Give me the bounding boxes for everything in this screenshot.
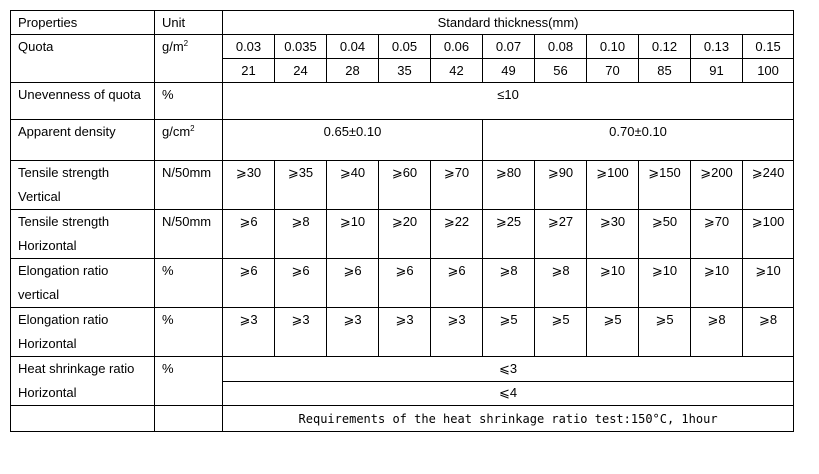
elongation-horizontal-value: ⩾5 bbox=[603, 312, 622, 327]
elongation-horizontal-cell bbox=[743, 308, 794, 357]
elongation-vertical-label-line1: Elongation ratio bbox=[18, 263, 109, 278]
tensile-vertical-cell bbox=[379, 161, 431, 210]
density-row bbox=[11, 120, 794, 161]
elongation-horizontal-cell bbox=[639, 308, 691, 357]
heat-shrinkage-unit-text: % bbox=[162, 361, 174, 376]
elongation-horizontal-value: ⩾8 bbox=[707, 312, 726, 327]
elongation-horizontal-value: ⩾5 bbox=[551, 312, 570, 327]
quota-value-cell: 70 bbox=[587, 59, 639, 83]
tensile-horizontal-unit-text: N/50mm bbox=[162, 214, 212, 229]
tensile-horizontal-label bbox=[11, 210, 155, 259]
quota-unit-base: g/m bbox=[162, 39, 184, 54]
elongation-vertical-cell bbox=[483, 259, 535, 308]
unevenness-label bbox=[11, 83, 155, 120]
quota-value-cell: 85 bbox=[639, 59, 691, 83]
elongation-horizontal-cell bbox=[535, 308, 587, 357]
density-value-thick-text: 0.70±0.10 bbox=[609, 124, 667, 139]
elongation-horizontal-cell bbox=[379, 308, 431, 357]
elongation-vertical-value: ⩾10 bbox=[755, 263, 781, 278]
elongation-vertical-value: ⩾8 bbox=[551, 263, 570, 278]
elongation-horizontal-cell bbox=[587, 308, 639, 357]
tensile-vertical-value: ⩾35 bbox=[287, 165, 314, 180]
tensile-horizontal-value: ⩾70 bbox=[703, 214, 730, 229]
thickness-cell: 0.04 bbox=[327, 35, 379, 59]
tensile-vertical-row bbox=[11, 161, 794, 210]
tensile-vertical-value: ⩾70 bbox=[443, 165, 470, 180]
tensile-vertical-value: ⩾90 bbox=[547, 165, 574, 180]
thickness-cell: 0.035 bbox=[275, 35, 327, 59]
quota-label bbox=[11, 35, 155, 83]
heat-shrinkage-label-line2: Horizontal bbox=[18, 385, 77, 400]
elongation-horizontal-value: ⩾3 bbox=[291, 312, 310, 327]
note-row bbox=[11, 406, 794, 432]
elongation-horizontal-label-line1: Elongation ratio bbox=[18, 312, 109, 327]
elongation-vertical-cell bbox=[327, 259, 379, 308]
elongation-horizontal-value: ⩾5 bbox=[655, 312, 674, 327]
unevenness-unit-text: % bbox=[162, 87, 174, 102]
tensile-horizontal-cell bbox=[587, 210, 639, 259]
tensile-vertical-cell bbox=[275, 161, 327, 210]
elongation-vertical-value: ⩾8 bbox=[499, 263, 518, 278]
tensile-horizontal-cell bbox=[483, 210, 535, 259]
tensile-horizontal-cell bbox=[379, 210, 431, 259]
quota-value-cell: 24 bbox=[275, 59, 327, 83]
tensile-vertical-value: ⩾40 bbox=[339, 165, 366, 180]
properties-header bbox=[11, 11, 155, 35]
tensile-vertical-value: ⩾240 bbox=[751, 165, 785, 180]
elongation-vertical-cell bbox=[535, 259, 587, 308]
tensile-vertical-label bbox=[11, 161, 155, 210]
elongation-vertical-cell bbox=[691, 259, 743, 308]
tensile-vertical-cell bbox=[327, 161, 379, 210]
elongation-vertical-value: ⩾6 bbox=[343, 263, 362, 278]
tensile-horizontal-cell bbox=[223, 210, 275, 259]
elongation-horizontal-label-line2: Horizontal bbox=[18, 336, 77, 351]
elongation-horizontal-value: ⩾8 bbox=[758, 312, 778, 327]
quota-value-cell: 21 bbox=[223, 59, 275, 83]
unevenness-value-text: ≤10 bbox=[497, 87, 519, 102]
elongation-horizontal-value: ⩾3 bbox=[239, 312, 258, 327]
elongation-vertical-cell bbox=[743, 259, 794, 308]
elongation-horizontal-cell bbox=[483, 308, 535, 357]
quota-value-cell: 42 bbox=[431, 59, 483, 83]
thickness-cell: 0.12 bbox=[639, 35, 691, 59]
quota-label-text: Quota bbox=[18, 39, 54, 54]
properties-header-text: Properties bbox=[18, 14, 78, 30]
elongation-vertical-value: ⩾6 bbox=[239, 263, 258, 278]
tensile-horizontal-value: ⩾22 bbox=[443, 214, 470, 229]
tensile-vertical-value: ⩾100 bbox=[596, 165, 629, 180]
tensile-vertical-cell bbox=[431, 161, 483, 210]
heat-shrinkage-row-1 bbox=[11, 357, 794, 382]
tensile-vertical-value: ⩾150 bbox=[648, 165, 681, 180]
thickness-cell: 0.05 bbox=[379, 35, 431, 59]
header-row bbox=[11, 11, 794, 35]
tensile-vertical-cell bbox=[743, 161, 794, 210]
quota-unit-text bbox=[162, 35, 222, 59]
elongation-horizontal-value: ⩾3 bbox=[343, 312, 362, 327]
tensile-horizontal-unit bbox=[155, 210, 223, 259]
thickness-cell: 0.07 bbox=[483, 35, 535, 59]
tensile-vertical-cell bbox=[587, 161, 639, 210]
elongation-vertical-value: ⩾10 bbox=[599, 263, 626, 278]
unit-header bbox=[155, 11, 223, 35]
tensile-vertical-label-line2: Vertical bbox=[18, 189, 61, 204]
elongation-vertical-value: ⩾6 bbox=[395, 263, 414, 278]
heat-shrinkage-label bbox=[11, 357, 155, 406]
tensile-horizontal-value: ⩾27 bbox=[547, 214, 574, 229]
standard-thickness-text: Standard thickness(mm) bbox=[437, 14, 579, 30]
quota-thickness-row bbox=[11, 35, 794, 59]
elongation-vertical-row bbox=[11, 259, 794, 308]
elongation-horizontal-value: ⩾3 bbox=[395, 312, 414, 327]
tensile-horizontal-value: ⩾50 bbox=[651, 214, 678, 229]
tensile-horizontal-value: ⩾20 bbox=[391, 214, 418, 229]
tensile-vertical-label-line1: Tensile strength bbox=[18, 165, 110, 180]
elongation-vertical-label bbox=[11, 259, 155, 308]
elongation-vertical-value: ⩾10 bbox=[651, 263, 678, 278]
heat-shrinkage-value-1: ⩽3 bbox=[223, 357, 794, 382]
elongation-vertical-value: ⩾6 bbox=[291, 263, 310, 278]
quota-value-cell: 91 bbox=[691, 59, 743, 83]
tensile-horizontal-row bbox=[11, 210, 794, 259]
elongation-vertical-cell bbox=[379, 259, 431, 308]
elongation-horizontal-cell bbox=[275, 308, 327, 357]
note-empty-unit bbox=[155, 406, 223, 432]
heat-shrinkage-label-line1: Heat shrinkage ratio bbox=[18, 361, 135, 376]
density-unit-base: g/cm bbox=[162, 124, 191, 139]
quota-value-cell: 28 bbox=[327, 59, 379, 83]
elongation-vertical-cell bbox=[431, 259, 483, 308]
elongation-vertical-value: ⩾10 bbox=[703, 263, 730, 278]
tensile-horizontal-value: ⩾6 bbox=[239, 214, 258, 229]
thickness-cell: 0.15 bbox=[743, 35, 794, 59]
tensile-vertical-cell bbox=[691, 161, 743, 210]
unevenness-row bbox=[11, 83, 794, 120]
density-value-thick bbox=[483, 120, 794, 161]
density-unit-text bbox=[162, 120, 222, 144]
thickness-cell: 0.06 bbox=[431, 35, 483, 59]
elongation-horizontal-value: ⩾5 bbox=[499, 312, 518, 327]
unevenness-unit bbox=[155, 83, 223, 120]
unevenness-label-text: Unevenness of quota bbox=[18, 87, 141, 102]
tensile-vertical-value: ⩾30 bbox=[235, 165, 262, 180]
tensile-vertical-cell bbox=[223, 161, 275, 210]
unevenness-value bbox=[223, 83, 794, 120]
quota-unit-sup: 2 bbox=[183, 39, 189, 48]
density-value-thin-text: 0.65±0.10 bbox=[323, 124, 382, 139]
tensile-horizontal-cell bbox=[691, 210, 743, 259]
tensile-horizontal-value: ⩾25 bbox=[495, 214, 522, 229]
elongation-horizontal-cell bbox=[223, 308, 275, 357]
tensile-horizontal-cell bbox=[275, 210, 327, 259]
tensile-horizontal-label-line2: Horizontal bbox=[18, 238, 77, 253]
tensile-horizontal-cell bbox=[327, 210, 379, 259]
tensile-vertical-unit-text: N/50mm bbox=[162, 165, 212, 180]
tensile-horizontal-value: ⩾10 bbox=[339, 214, 366, 229]
note-empty-label bbox=[11, 406, 155, 432]
elongation-vertical-cell bbox=[223, 259, 275, 308]
elongation-horizontal-cell bbox=[431, 308, 483, 357]
elongation-horizontal-cell bbox=[327, 308, 379, 357]
quota-value-cell: 35 bbox=[379, 59, 431, 83]
standard-thickness-header bbox=[223, 11, 794, 35]
tensile-horizontal-value: ⩾100 bbox=[751, 214, 785, 229]
unit-header-text: Unit bbox=[162, 14, 186, 30]
tensile-horizontal-label-line1: Tensile strength bbox=[18, 214, 110, 229]
elongation-horizontal-label bbox=[11, 308, 155, 357]
tensile-horizontal-cell bbox=[639, 210, 691, 259]
heat-shrinkage-value-2: ⩽4 bbox=[223, 381, 794, 406]
heat-shrinkage-test-note: Requirements of the heat shrinkage ratio test:150°C, 1hour bbox=[223, 406, 794, 432]
elongation-horizontal-row bbox=[11, 308, 794, 357]
density-label-text: Apparent density bbox=[18, 124, 116, 139]
density-value-thin bbox=[223, 120, 483, 161]
thickness-cell: 0.03 bbox=[223, 35, 275, 59]
quota-value-cell: 49 bbox=[483, 59, 535, 83]
elongation-vertical-cell bbox=[639, 259, 691, 308]
tensile-horizontal-cell bbox=[431, 210, 483, 259]
thickness-cell: 0.13 bbox=[691, 35, 743, 59]
density-unit bbox=[155, 120, 223, 161]
density-label bbox=[11, 120, 155, 161]
elongation-vertical-cell bbox=[587, 259, 639, 308]
tensile-vertical-value: ⩾60 bbox=[391, 165, 418, 180]
elongation-vertical-cell bbox=[275, 259, 327, 308]
elongation-vertical-value: ⩾6 bbox=[447, 263, 466, 278]
elongation-vertical-unit-text: % bbox=[162, 263, 174, 278]
thickness-cell: 0.08 bbox=[535, 35, 587, 59]
quota-unit bbox=[155, 35, 223, 83]
elongation-horizontal-cell bbox=[691, 308, 743, 357]
tensile-vertical-cell bbox=[639, 161, 691, 210]
thickness-cell: 0.10 bbox=[587, 35, 639, 59]
quota-value-cell: 56 bbox=[535, 59, 587, 83]
heat-shrinkage-unit bbox=[155, 357, 223, 406]
density-unit-sup: 2 bbox=[190, 124, 195, 133]
elongation-horizontal-value: ⩾3 bbox=[447, 312, 466, 327]
specification-table bbox=[10, 10, 794, 432]
tensile-vertical-value: ⩾200 bbox=[700, 165, 733, 180]
elongation-vertical-unit bbox=[155, 259, 223, 308]
tensile-vertical-unit bbox=[155, 161, 223, 210]
tensile-horizontal-value: ⩾30 bbox=[599, 214, 626, 229]
tensile-horizontal-cell bbox=[743, 210, 794, 259]
tensile-vertical-cell bbox=[483, 161, 535, 210]
elongation-vertical-label-line2: vertical bbox=[18, 287, 60, 302]
elongation-horizontal-unit-text: % bbox=[162, 312, 174, 327]
tensile-vertical-value: ⩾80 bbox=[495, 165, 522, 180]
tensile-horizontal-value: ⩾8 bbox=[291, 214, 310, 229]
tensile-horizontal-cell bbox=[535, 210, 587, 259]
tensile-vertical-cell bbox=[535, 161, 587, 210]
quota-value-cell: 100 bbox=[743, 59, 794, 83]
elongation-horizontal-unit bbox=[155, 308, 223, 357]
